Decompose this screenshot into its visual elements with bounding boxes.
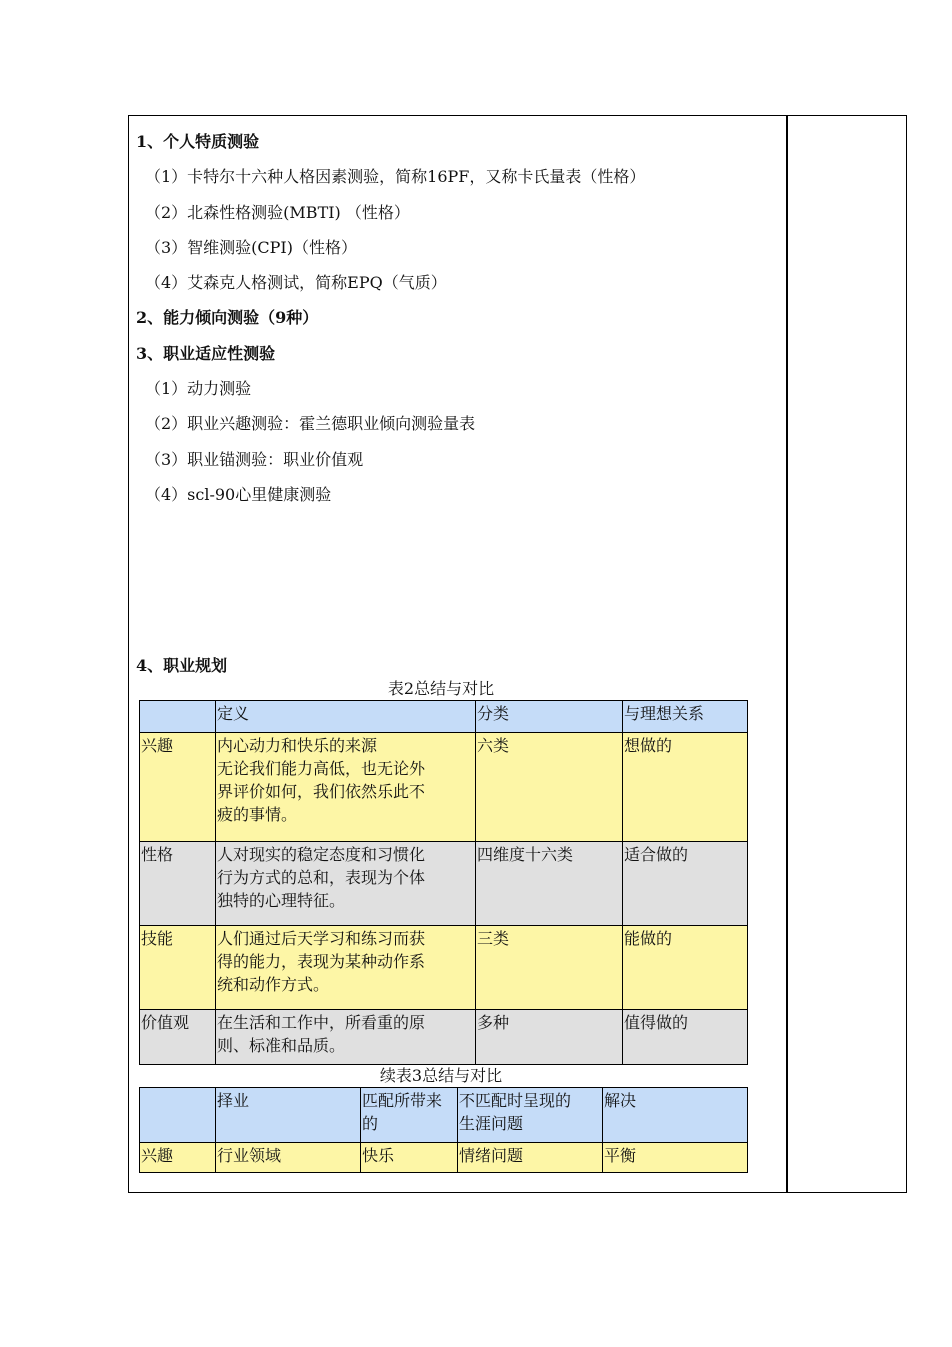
- table-2-header-row: [140, 701, 748, 733]
- column-divider: [786, 115, 788, 1193]
- definition-line: 独特的心理特征。: [217, 891, 346, 911]
- table-header-cell: 定义: [216, 701, 476, 733]
- row-label: 兴趣: [140, 733, 216, 842]
- section-1-item: （4）艾森克人格测试，简称EPQ（气质）: [145, 273, 447, 293]
- table-row: [140, 926, 748, 1010]
- section-3-item: （4）scl-90心里健康测验: [145, 484, 332, 504]
- row-label: 技能: [140, 926, 216, 1010]
- header-line: 不匹配时呈现的: [459, 1091, 572, 1111]
- section-4-title: 4、职业规划: [136, 656, 228, 676]
- table-cell: 快乐: [361, 1143, 458, 1173]
- row-label: 兴趣: [140, 1143, 216, 1173]
- header-line: 的: [362, 1114, 379, 1134]
- definition-line: 得的能力，表现为某种动作系: [217, 952, 426, 972]
- document-content: [136, 124, 776, 1173]
- table-header-cell: [216, 1088, 361, 1143]
- definition-cell: [216, 733, 476, 842]
- table-2-caption: 表2总结与对比: [387, 679, 495, 699]
- table-cell: 平衡: [603, 1143, 748, 1173]
- definition-line: 疲的事情。: [217, 805, 298, 825]
- header-line: 解决: [604, 1091, 637, 1111]
- category-cell: 三类: [476, 926, 623, 1010]
- section-1-title: 1、个人特质测验: [136, 132, 260, 151]
- category-cell: 六类: [476, 733, 623, 842]
- section-1-item: （3）智维测验(CPI)（性格）: [145, 237, 357, 257]
- section-1-item: （1）卡特尔十六种人格因素测验，简称16PF，又称卡氏量表（性格）: [145, 167, 646, 187]
- table-3: [139, 1087, 748, 1173]
- header-line: 匹配所带来: [362, 1091, 443, 1111]
- blank-space: [136, 512, 776, 654]
- table-row: [140, 1010, 748, 1065]
- relation-cell: 能做的: [623, 926, 748, 1010]
- relation-cell: 值得做的: [623, 1010, 748, 1065]
- table-header-cell: [458, 1088, 603, 1143]
- definition-line: 统和动作方式。: [217, 975, 330, 995]
- relation-cell: 想做的: [623, 733, 748, 842]
- category-cell: 多种: [476, 1010, 623, 1065]
- table-header-cell: 与理想关系: [623, 701, 748, 733]
- table-header-cell: 分类: [476, 701, 623, 733]
- table-cell: 情绪问题: [458, 1143, 603, 1173]
- definition-line: 界评价如何，我们依然乐此不: [217, 782, 426, 802]
- relation-cell: 适合做的: [623, 842, 748, 926]
- category-cell: 四维度十六类: [476, 842, 623, 926]
- table-2: [139, 700, 748, 1065]
- table-3-caption: 续表3总结与对比: [379, 1066, 503, 1086]
- table-header-cell: [140, 1088, 216, 1143]
- definition-line: 人们通过后天学习和练习而获: [217, 929, 426, 949]
- definition-line: 行为方式的总和，表现为个体: [217, 868, 426, 888]
- section-2-title: 2、能力倾向测验（9种）: [136, 308, 319, 328]
- section-3-item: （3）职业锚测验：职业价值观: [145, 449, 364, 469]
- definition-line: 在生活和工作中，所看重的原: [217, 1013, 426, 1033]
- table-header-cell: [603, 1088, 748, 1143]
- definition-cell: [216, 926, 476, 1010]
- header-line: 生涯问题: [459, 1114, 524, 1134]
- table-row: [140, 842, 748, 926]
- table-row: [140, 733, 748, 842]
- definition-line: 则、标准和品质。: [217, 1036, 346, 1056]
- table-3-header-row: [140, 1088, 748, 1143]
- section-1-item: （2）北森性格测验(MBTI) （性格）: [145, 202, 410, 222]
- header-line: 择业: [217, 1091, 250, 1111]
- definition-cell: [216, 1010, 476, 1065]
- table-header-cell: [361, 1088, 458, 1143]
- table-cell: 行业领域: [216, 1143, 361, 1173]
- definition-line: 无论我们能力高低，也无论外: [217, 759, 426, 779]
- section-3-title: 3、职业适应性测验: [136, 343, 276, 363]
- definition-cell: [216, 842, 476, 926]
- table-header-cell: [140, 701, 216, 733]
- section-3-item: （2）职业兴趣测验：霍兰德职业倾向测验量表: [145, 414, 476, 434]
- row-label: 性格: [140, 842, 216, 926]
- row-label: 价值观: [140, 1010, 216, 1065]
- table-row: [140, 1143, 748, 1173]
- definition-line: 人对现实的稳定态度和习惯化: [217, 845, 426, 865]
- definition-line: 内心动力和快乐的来源: [217, 736, 378, 756]
- section-3-item: （1）动力测验: [145, 379, 252, 399]
